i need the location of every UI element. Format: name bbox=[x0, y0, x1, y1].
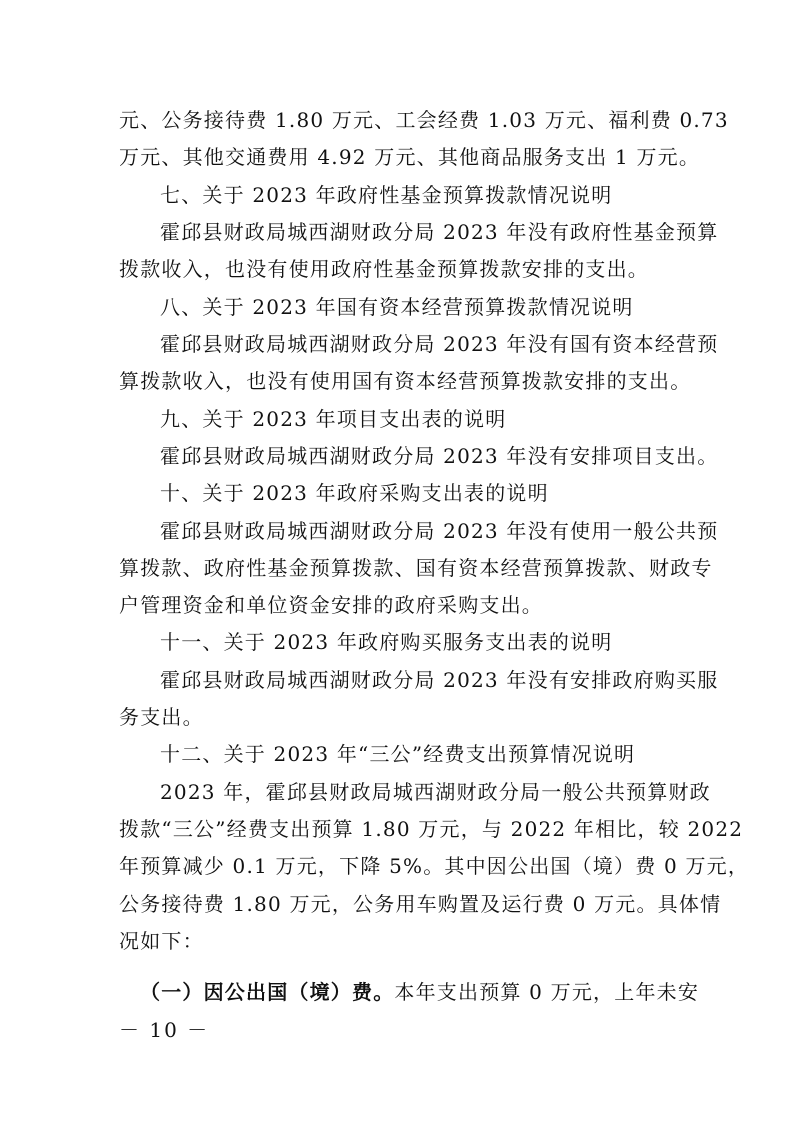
section-heading: 八、关于 2023 年国有资本经营预算拨款情况说明 bbox=[160, 295, 634, 319]
text-line: 拨款“三公”经费支出预算 1.80 万元，与 2022 年相比，较 2022 bbox=[119, 817, 744, 841]
text-line: 万元、其他交通费用 4.92 万元、其他商品服务支出 1 万元。 bbox=[119, 145, 701, 169]
text-line: 公务接待费 1.80 万元，公务用车购置及运行费 0 万元。具体情 bbox=[119, 892, 722, 916]
section-heading: 十二、关于 2023 年“三公”经费支出预算情况说明 bbox=[160, 742, 636, 766]
section-heading: 九、关于 2023 年项目支出表的说明 bbox=[160, 407, 507, 431]
text-line: 霍邱县财政局城西湖财政分局 2023 年没有使用一般公共预 bbox=[160, 519, 719, 543]
text-line: 2023 年，霍邱县财政局城西湖财政分局一般公共预算财政 bbox=[160, 780, 711, 804]
text-line: 户管理资金和单位资金安排的政府采购支出。 bbox=[119, 593, 543, 617]
subsection-heading: （一）因公出国（境）费。 bbox=[140, 980, 395, 1004]
text-line: 拨款收入，也没有使用政府性基金预算拨款安排的支出。 bbox=[119, 257, 649, 281]
text-line: 霍邱县财政局城西湖财政分局 2023 年没有政府性基金预算 bbox=[160, 220, 719, 244]
text-line: 算拨款收入，也没有使用国有资本经营预算拨款安排的支出。 bbox=[119, 369, 692, 393]
text-line: 况如下： bbox=[119, 929, 204, 953]
text-line: 元、公务接待费 1.80 万元、工会经费 1.03 万元、福利费 0.73 bbox=[119, 108, 729, 132]
page-number: － 10 － bbox=[119, 1018, 210, 1042]
text-line: 霍邱县财政局城西湖财政分局 2023 年没有国有资本经营预 bbox=[160, 332, 719, 356]
section-heading: 七、关于 2023 年政府性基金预算拨款情况说明 bbox=[160, 183, 613, 207]
text-line: 算拨款、政府性基金预算拨款、国有资本经营预算拨款、财政专 bbox=[119, 556, 713, 580]
text-line: 霍邱县财政局城西湖财政分局 2023 年没有安排项目支出。 bbox=[160, 444, 719, 468]
text-line: 霍邱县财政局城西湖财政分局 2023 年没有安排政府购买服 bbox=[160, 668, 719, 692]
section-heading: 十、关于 2023 年政府采购支出表的说明 bbox=[160, 481, 549, 505]
subsection-text: 本年支出预算 0 万元，上年未安 bbox=[394, 980, 700, 1004]
section-heading: 十一、关于 2023 年政府购买服务支出表的说明 bbox=[160, 630, 613, 654]
text-line: 务支出。 bbox=[119, 705, 204, 729]
subsection-line bbox=[140, 972, 700, 1012]
text-line: 年预算减少 0.1 万元，下降 5%。其中因公出国（境）费 0 万元， bbox=[119, 854, 750, 878]
